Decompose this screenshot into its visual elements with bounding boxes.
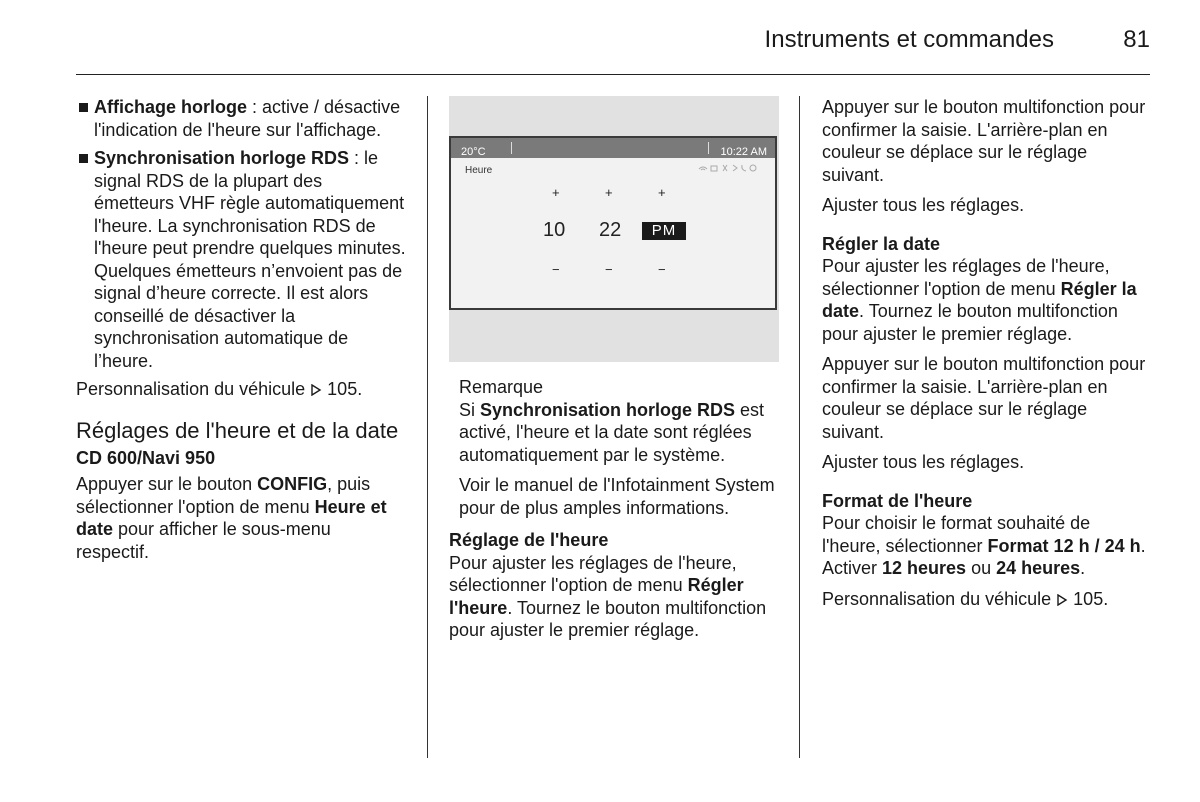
minute-plus-button[interactable]: + <box>605 185 613 200</box>
bullet-text: : active / désactive l'indication de l'heure sur l'affichage. <box>94 97 401 140</box>
paragraph: Appuyer sur le bouton multifonction pour confirmer la saisie. L'arrière-plan en couleur se déplace sur le réglage suivant. <box>822 354 1146 442</box>
arrow-right-icon <box>310 384 322 396</box>
text: Pour ajuster les réglages de l'heure, sélectionner l'option de menu <box>449 552 737 595</box>
temperature: 20°C <box>461 146 486 158</box>
text: Pour ajuster les réglages de l'heure, sélectionner l'option de menu <box>822 256 1110 299</box>
remark-paragraph: Voir le manuel de l'Infotainment System pour de plus amples informations. <box>459 475 775 518</box>
paragraph <box>76 473 406 563</box>
bold-term: Régler la date <box>822 278 1137 321</box>
wifi-icon <box>697 163 757 173</box>
text: , puis sélectionner l'option de menu <box>76 474 371 517</box>
status-bar <box>451 138 775 158</box>
bold-term: Format 12 h / 24 h <box>987 535 1141 556</box>
bold-term: Synchronisation horloge RDS <box>480 399 736 420</box>
bullet-text: : le signal RDS de la plupart des émetteurs VHF règle automatiquement l'heure. La synchronisation RDS de l'heure peut prendre quelques minutes. Quelques émetteurs n’envoient pas de signal d’heure correcte. Il est alors conseillé de désactiver la synchronisation automatique de l’heure. <box>94 148 406 371</box>
bold-term: Régler l'heure <box>449 575 744 618</box>
text: Appuyer sur le bouton <box>76 474 258 494</box>
subheading: Format de l'heure <box>822 490 973 511</box>
hour-minus-button[interactable]: − <box>552 262 560 277</box>
remark-box <box>449 376 779 519</box>
bullet-label: Synchronisation horloge RDS <box>94 148 350 168</box>
bold-term: 24 heures <box>996 558 1081 578</box>
paragraph: Appuyer sur le bouton multifonction pour confirmer la saisie. L'arrière-plan en couleur se déplace sur le réglage suivant. <box>822 97 1146 185</box>
paragraph <box>822 512 1152 580</box>
hour-value: 10 <box>543 219 566 241</box>
header-title: Instruments et commandes <box>764 26 1054 53</box>
remark-title: Remarque <box>459 377 544 397</box>
cross-reference <box>822 588 1152 611</box>
section-title: Réglages de l'heure et de la date <box>76 417 399 443</box>
screen-title: Heure <box>465 165 493 176</box>
cross-reference-page: 105. <box>322 379 363 399</box>
display-screen <box>449 136 777 310</box>
screen-illustration <box>449 96 779 362</box>
remark-paragraph <box>459 399 779 467</box>
text: . Tournez le bouton multifonction pour ajuster le premier réglage. <box>822 301 1118 344</box>
header-rule <box>76 74 1150 75</box>
column-1 <box>76 96 406 571</box>
column-3 <box>822 96 1152 618</box>
cross-reference <box>76 378 406 401</box>
text: Pour choisir le format souhaité de l'heure, sélectionner <box>822 513 1091 556</box>
bullet-item <box>76 96 406 141</box>
paragraph <box>449 552 779 642</box>
cross-reference-page: 105. <box>1068 588 1109 609</box>
text: Si <box>459 399 481 420</box>
ampm-minus-button[interactable]: − <box>658 262 666 277</box>
text: . <box>1080 558 1086 578</box>
text: . Tournez le bouton multifonction pour ajuster le premier réglage. <box>449 597 767 640</box>
bullet-label: Affichage horloge <box>94 97 248 117</box>
paragraph: Ajuster tous les réglages. <box>822 452 1025 472</box>
subheading: Réglage de l'heure <box>449 530 609 550</box>
column-divider <box>427 96 428 758</box>
bold-term: CONFIG <box>257 474 328 494</box>
minute-value: 22 <box>599 219 622 241</box>
subsection-title: CD 600/Navi 950 <box>76 447 216 468</box>
text: est activé, l'heure et la date sont réglées automatiquement par le système. <box>459 399 765 465</box>
cross-reference-text: Personnalisation du véhicule <box>822 588 1052 609</box>
bold-term: 12 heures <box>882 558 967 578</box>
bullet-item <box>76 147 406 372</box>
text: ou <box>966 558 997 578</box>
status-divider <box>511 142 512 154</box>
clock: 10:22 AM <box>720 146 767 158</box>
subheading: Régler la date <box>822 233 941 254</box>
cross-reference-text: Personnalisation du véhicule <box>76 379 306 399</box>
ampm-plus-button[interactable]: + <box>658 185 666 200</box>
page-number: 81 <box>1123 26 1150 53</box>
column-divider <box>799 96 800 758</box>
text: pour afficher le sous-menu respectif. <box>76 519 331 562</box>
bold-term: Heure et date <box>76 496 387 539</box>
minute-minus-button[interactable]: − <box>605 262 613 277</box>
status-icons <box>697 159 757 182</box>
paragraph <box>822 255 1152 345</box>
status-divider <box>708 142 709 154</box>
ampm-value: PM <box>642 222 686 240</box>
arrow-right-icon <box>1056 594 1068 606</box>
column-2 <box>449 96 779 650</box>
paragraph: Ajuster tous les réglages. <box>822 195 1025 215</box>
text: . Activer <box>822 535 1146 578</box>
hour-plus-button[interactable]: + <box>552 185 560 200</box>
